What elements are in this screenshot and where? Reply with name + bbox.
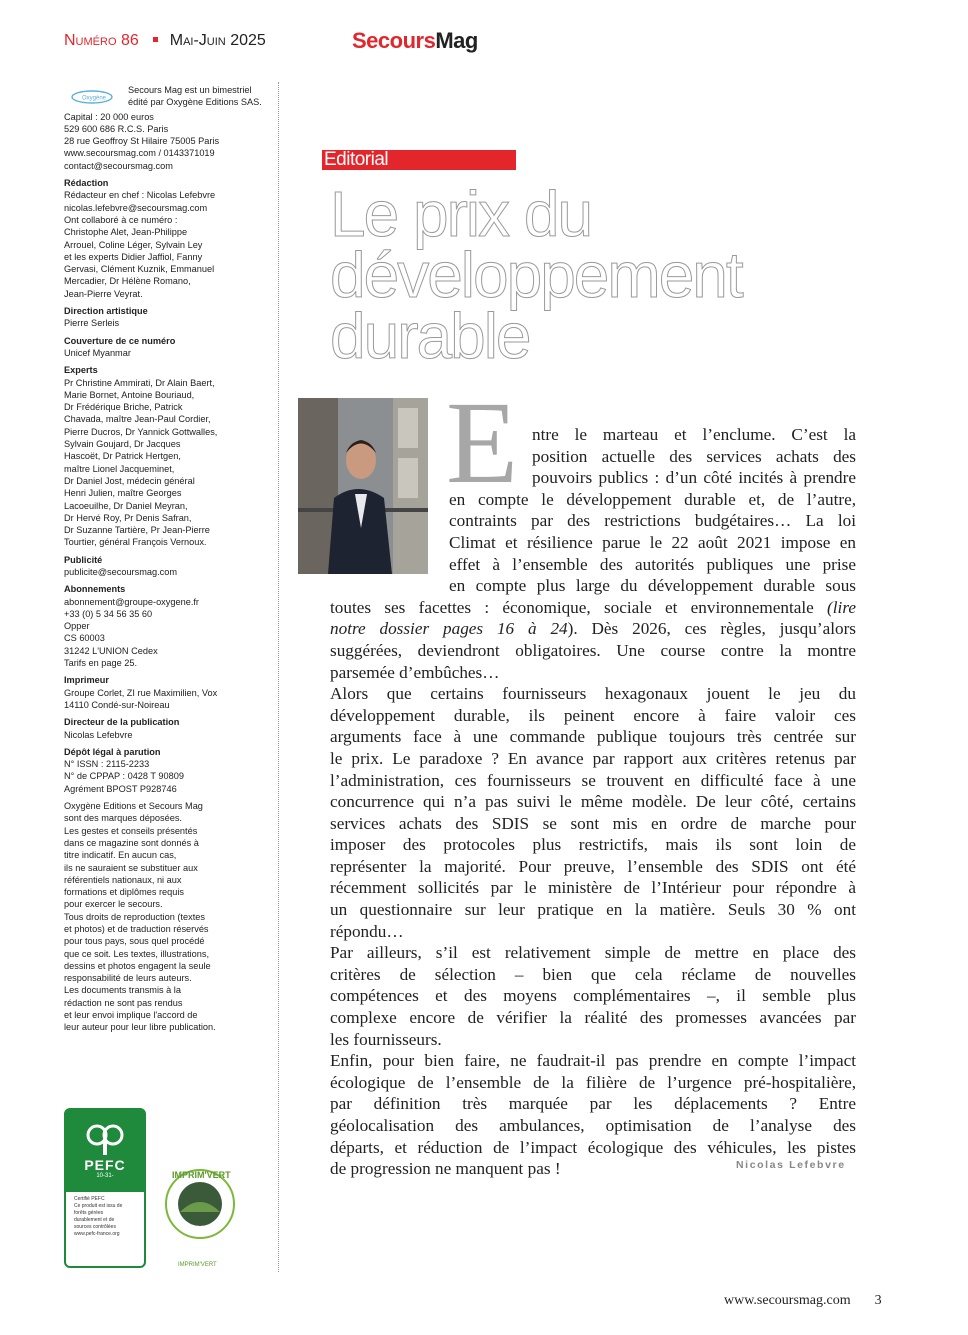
column-divider	[278, 82, 279, 1272]
company-details: Capital : 20 000 euros 529 600 686 R.C.S. Paris 28 rue Geoffroy St Hilaire 75005 Paris www.secoursmag.com / 0143371019 contact@secoursmag.com	[64, 111, 220, 171]
masthead-section-text: Nicolas Lefebvre	[64, 729, 133, 740]
body-line: un questionnaire sur leur pratique en la matière. Seuls 30 % ont	[330, 900, 856, 920]
masthead-section-text: Pierre Serleis	[64, 318, 120, 329]
masthead-section-title: Abonnements	[64, 584, 126, 595]
body-line: récemment sollicités par le ministère de l’Intérieur pour répondre à	[330, 878, 856, 898]
issue-number: Numéro 86	[64, 32, 139, 49]
body-line: en compte le développement durable et, de l’autre,	[449, 489, 856, 509]
body-line: Climat et résilience parue le 22 août 2021 impose en	[449, 532, 856, 552]
oxygene-logo-icon	[70, 90, 114, 104]
masthead-section	[64, 716, 274, 741]
body-line: arguments face à une commande publique toujours très centrée sur	[330, 727, 856, 747]
masthead-section-text: publicite@secoursmag.com	[64, 566, 177, 577]
body-line: critères de sélection – bien que cela réclame de nouvelles	[330, 964, 856, 984]
masthead-section-title: Rédaction	[64, 178, 109, 189]
masthead-section	[64, 364, 274, 548]
body-line: géolocalisation des ambulances, optimisation de l’analyse des	[330, 1116, 856, 1135]
brand-logo	[352, 28, 478, 54]
body-line: de progression ne manquent pas !	[330, 1159, 561, 1179]
masthead-section-title: Direction artistique	[64, 306, 148, 317]
masthead-sidebar	[64, 84, 274, 1034]
body-line: contraints par des restrictions budgétaires… La loi	[449, 511, 856, 531]
masthead-section-title: Couverture de ce numéro	[64, 335, 176, 346]
masthead-section-text: Groupe Corlet, ZI rue Maximilien, Vox 14110 Condé-sur-Noireau	[64, 687, 218, 710]
body-line: suggérées, deviendront obligatoires. Une course contre la montre	[330, 640, 856, 660]
masthead-section-text: abonnement@groupe-oxygene.fr +33 (0) 5 34 56 35 60 Opper CS 60003 31242 L'UNION Cedex Tarifs en page 25.	[64, 596, 199, 669]
title-line: Le prix du	[330, 178, 592, 250]
masthead-section-title: Imprimeur	[64, 675, 109, 686]
body-line: parsemée d’embûches…	[330, 662, 500, 682]
pefc-label: PEFC	[84, 1157, 126, 1173]
article-title	[330, 178, 850, 372]
masthead-section-title: Directeur de la publication	[64, 717, 180, 728]
body-line: imposer des protocoles plus restrictifs, mais ils sont loin de	[330, 835, 856, 855]
brand-part-1: Secours	[352, 28, 436, 53]
masthead-section	[64, 554, 274, 579]
pefc-badge	[64, 1108, 146, 1268]
body-line: écologique de l’ensemble de la filière de l’urgence pré-hospitalière,	[330, 1072, 856, 1092]
masthead-section	[64, 177, 274, 300]
article-body	[330, 424, 856, 1180]
masthead-section-text: N° ISSN : 2115-2233 N° de CPPAP : 0428 T 90809 Agrément BPOST P928746	[64, 759, 184, 794]
svg-text:IMPRIM'VERT: IMPRIM'VERT	[172, 1170, 231, 1180]
masthead-section-text: Rédacteur en chef : Nicolas Lefebvre nicolas.lefebvre@secoursmag.com Ont collaboré à ce numéro : Christophe Alet, Jean-Philippe Arrouel, Coline Léger, Sylvain Ley et les experts Didier Jaffiol, Fanny Gervasi, Clément Kuznik, Emmanuel Mercadier, Dr Hélène Romano, Jean-Pierre Veyrat.	[64, 190, 216, 299]
body-line: notre dossier pages 16 à 24). Dès 2026, ces règles, jusqu’alors	[330, 619, 856, 639]
body-line: concurrence qui n’a pas suivi le même modèle. De leur côté, certains	[330, 792, 856, 812]
body-line: Alors que certains fournisseurs hexagonaux jouent le jeu du	[330, 684, 856, 704]
body-line: représenter la majorité. Pour preuve, l’ensemble des SDIS ont été	[330, 856, 856, 876]
body-line: effet à l’ensemble des autorités publiques une prise	[449, 554, 856, 574]
separator-square	[153, 37, 158, 42]
footer-url[interactable]: www.secoursmag.com	[724, 1293, 851, 1308]
body-line: compétences et des moyens complémentaires –, il semble plus	[330, 986, 856, 1006]
body-line: en compte plus large du développement durable sous	[449, 576, 856, 596]
body-line: complexe encore de vérifier la réalité des promesses avancées par	[330, 1008, 856, 1028]
body-line: les fournisseurs.	[330, 1029, 442, 1049]
drop-cap: E	[446, 377, 519, 508]
masthead-section	[64, 305, 274, 330]
body-line: Par ailleurs, s’il est relativement simple de mettre en place des	[330, 943, 856, 963]
author-signature: Nicolas Lefebvre	[736, 1159, 846, 1171]
pefc-code: 10-31-	[96, 1173, 114, 1179]
legal-notice: Oxygène Editions et Secours Mag sont des marques déposées. Les gestes et conseils présentés dans ce magazine sont donnés à titre indicatif. En aucun cas, ils ne sauraient se substituer aux référentiels nationaux, ni aux formations et diplômes requis pour exercer le secours. Tous droits de reproduction (textes et photos) et de traduction réservés pour tous pays, sous quel procédé que ce soit. Les textes, illustrations, dessins et photos engagent la seule responsabilité de leurs auteurs. Les documents transmis à la rédaction ne sont pas rendus et leur envoi implique l'accord de leur auteur pour leur libre publication.	[64, 801, 216, 1033]
body-line: par définition très marquée par les déplacements ? Entre	[330, 1094, 856, 1114]
svg-text:Oxygène: Oxygène	[82, 95, 107, 102]
page-footer	[724, 1293, 882, 1309]
body-line: toutes ses facettes : économique, sociale et environnementale (lire	[330, 597, 856, 617]
masthead-section	[64, 746, 274, 795]
body-line: le prix. Le paradoxe ? En avance par rapport aux critères retenus par	[330, 748, 856, 768]
tree-icon	[83, 1123, 127, 1157]
pefc-header	[66, 1110, 144, 1192]
body-line: position actuelle des services achats des	[532, 446, 856, 466]
pefc-text: Certifié PEFC Ce produit est issu de forêts gérées durablement et de sources contrôlées www.pefc-france.org	[74, 1196, 123, 1237]
issue-date: Mai-Juin 2025	[169, 32, 266, 49]
body-line: l’administration, ces fournisseurs se trouvent en difficulté face à une	[330, 770, 856, 790]
masthead-section	[64, 674, 274, 711]
body-line: ntre le marteau et l’enclume. C’est la	[532, 425, 856, 444]
masthead-intro: Secours Mag est un bimestriel édité par Oxygène Editions SAS.	[128, 85, 262, 108]
page-number: 3	[874, 1293, 882, 1308]
body-line: pouvoirs publics : d’un côté incités à prendre	[532, 468, 856, 488]
title-line: développement	[330, 239, 742, 311]
issue-header	[64, 32, 266, 50]
title-line: durable	[330, 300, 530, 372]
masthead-section-title: Experts	[64, 365, 98, 376]
masthead-section	[64, 335, 274, 360]
body-line: départs, et réduction de l’impact écologique des véhicules, les pistes	[330, 1137, 856, 1157]
masthead-section	[64, 583, 274, 669]
body-line: services achats des SDIS se sont mis en ordre de marche pour	[330, 813, 856, 833]
masthead-section-title: Publicité	[64, 554, 103, 565]
body-line: développement durable, ils peinent encore à faire valoir ces	[330, 705, 856, 725]
masthead-section-text: Pr Christine Ammirati, Dr Alain Baert, Marie Bornet, Antoine Bouriaud, Dr Frédérique Briche, Patrick Chavada, maître Jean-Paul Cordier, Pierre Ducros, Dr Yannick Gottwalles, Sylvain Goujard, Dr Jacques Hascoët, Dr Patrick Hertgen, maître Lionel Jacqueminet, Dr Daniel Jost, médecin général Henri Julien, maître Georges Lacoeuilhe, Dr Daniel Meyran, Dr Hervé Roy, Pr Denis Safran, Dr Suzanne Tartière, Pr Jean-Pierre Tourtier, général François Vernoux.	[64, 377, 218, 548]
masthead-section-title: Dépôt légal à parution	[64, 746, 161, 757]
section-kicker: Editorial	[322, 150, 516, 170]
brand-part-2: Mag	[435, 28, 478, 53]
svg-text:IMPRIM'VERT: IMPRIM'VERT	[178, 1262, 217, 1268]
body-line: répondu…	[330, 921, 404, 941]
body-line: Enfin, pour bien faire, ne faudrait-il pas prendre en compte l’impact	[330, 1051, 856, 1071]
imprim-vert-logo-icon	[160, 1162, 242, 1270]
masthead-section-text: Unicef Myanmar	[64, 347, 131, 358]
